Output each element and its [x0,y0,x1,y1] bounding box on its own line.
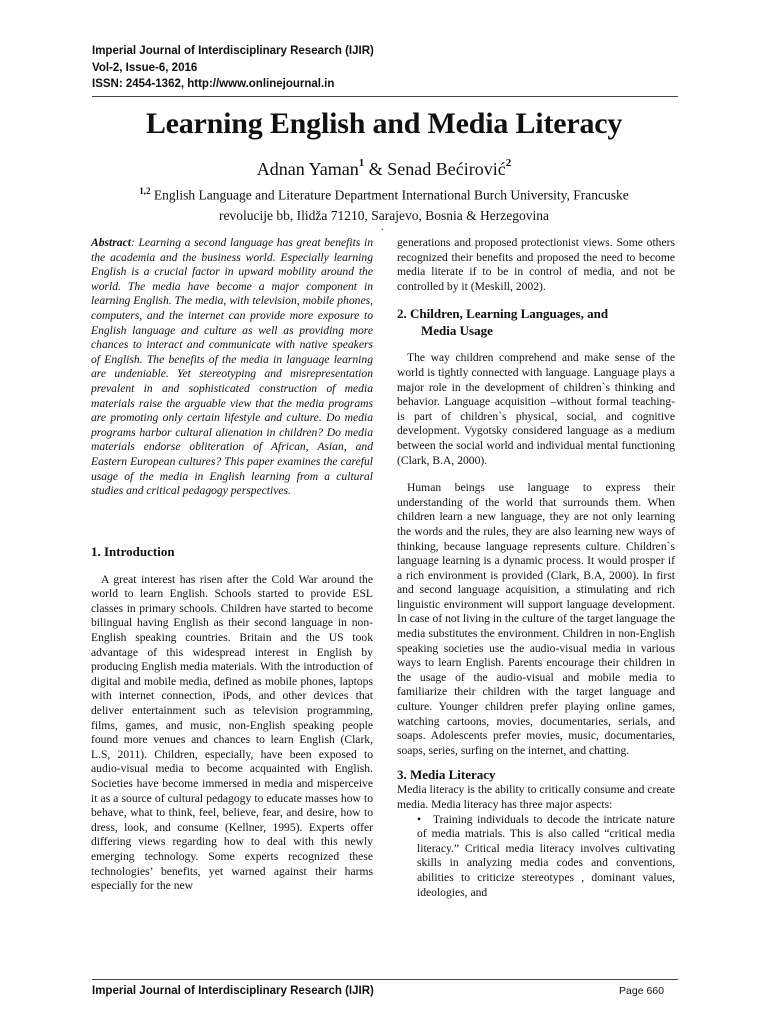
section-2-paragraph-1: The way children comprehend and make sense of the world is tightly connected with language. Language plays a major role in the development of children`s thinking and behavior. Language acquisition –without formal teaching- is part of children`s physical, social, and cognitive development. Vygotsky considered language as a medium between the social world and individual mental functioning (Clark, B.A, 2000). [397,351,675,467]
section-2-paragraph-2: Human beings use language to express their understanding of the world that surrounds them. When children learn a new language, they are not only learning the words and the rules, they are also learning new ways of thinking, because language represents culture. Children`s language learning is a dynamic process. It would prosper if a rich environment is provided (Clark, B.A, 2000). In first and second language acquisition, a stimulating and rich linguistic environment will support language development. In case of not living in the culture of the target language the media substitutes the environment. Children in non-English speaking societies use the audio-visual media in various ways to learn English. Parents encourage their children in the usage of the audio-visual and mobile media to familiarize their children with the target language and culture. Younger children prefer playing online games, watching cartoons, movies, documentaries, serials, and soaps. Adolescents prefer movies, music, documentaries, soaps, series, surfing on the internet, and chatting. [397,481,675,757]
bullet-mark: • [417,812,422,826]
affiliation-line-1: English Language and Literature Department International Burch University, Francuske [153,187,629,203]
section-3-heading: 3. Media Literacy [397,767,496,783]
section-1-paragraph: A great interest has risen after the Cold War around the world to learn English. Schools started to provide ESL classes in primary schools. Children have started to become bilingual having English as their second language in non-English speaking countries. Britain and the US took advantage of this widespread interest in English by producing English media materials. With the introduction of digital and mobile media, defined as mobile phones, laptops with internet connection, iPods, and other devices that deliver entertainment such as television programming, films, games, and music, non-English speaking people found more venues and chances to learn English (Clark, L.S, 2011). Children, especially, have been exposed to audio-visual media to become acquainted with English. Societies have become immersed in media and misperceive it as a source of cultural pedagogy to educate masses how to behave, what to think, feel, believe, fear, and desire, how to dress, look, and consume (Kellner, 1995). Experts offer differing views regarding how to deal with this newly emerging technology. Some experts recognized these technologies’ benefits, yet warned against their harms especially for the new [91,572,373,893]
left-column [91,236,373,894]
footer-rule [92,979,678,980]
footer [92,985,678,1001]
page-number: Page 660 [619,985,664,997]
continued-paragraph: generations and proposed protectionist views. Some others recognized their benefits and proposed the need to become media literate if to be in control of media, and not be controlled by it (Meskill, 2002). [397,236,675,293]
journal-volume: Vol-2, Issue-6, 2016 [92,61,198,74]
section-1-heading: 1. Introduction [91,543,175,559]
journal-issn: ISSN: 2454-1362, http://www.onlinejournal.in [92,78,335,90]
journal-header [92,43,692,93]
section-2-heading-line-2: Media Usage [421,323,493,339]
abstract-text: : Learning a second language has great benefits in the academia and the business world. Especially learning English is a crucial factor in upward mobility around the world. The media have become a major component in learning English. The media, with television, mobile phones, computers, and the internet can provide more exposure to English language and culture as well as providing more chances to interact and communicate with native speakers of English. The benefits of the media in language learning are undeniable. Yet stereotyping and misrepresentation prevalent in and sophisticated construction of media materials raise the arguable view that the media programs are promoting only certain lifestyle and culture. Do media programs harbor cultural alienation in children? Do media materials endorse obliteration of African, Asian, and Eastern European cultures? This paper examines the careful usage of the media in English learning from a cultural studies and critical pedagogy perspectives. [91,236,373,498]
bullet-item-1-text: Training individuals to decode the intricate nature of media matrials. This is also called “critical media literacy.” Critical media literacy involves cultivating skills in analyzing media codes and conventions, abilities to criticize stereotypes , dominant values, ideologies, and [417,812,675,899]
abstract [91,236,373,499]
affiliation-line-2: revolucije bb, Ilidža 71210, Sarajevo, Bosnia & Herzegovina [219,207,549,223]
section-2-heading-line-1: 2. Children, Learning Languages, and [397,306,609,322]
header-rule [92,96,678,97]
affiliation-sup: 1,2 [139,186,151,196]
authors [0,159,768,180]
separator-dot: . [381,222,384,233]
paper-title: Learning English and Media Literacy [145,107,623,140]
author-2: Senad Bećirović [387,159,506,179]
authors-and: & [364,159,388,179]
abstract-label: Abstract [91,236,131,249]
affiliation [0,181,768,226]
section-3-paragraph: Media literacy is the ability to critically consume and create media. Media literacy has three major aspects: [397,783,675,811]
right-column [397,236,675,900]
author-1-sup: 1 [358,157,365,169]
bullet-item-1 [397,813,675,901]
author-1: Adnan Yaman [256,159,359,179]
journal-name: Imperial Journal of Interdisciplinary Research (IJIR) [92,45,374,57]
footer-journal: Imperial Journal of Interdisciplinary Research (IJIR) [92,985,374,997]
section-2-heading [397,305,675,339]
author-2-sup: 2 [505,157,512,169]
